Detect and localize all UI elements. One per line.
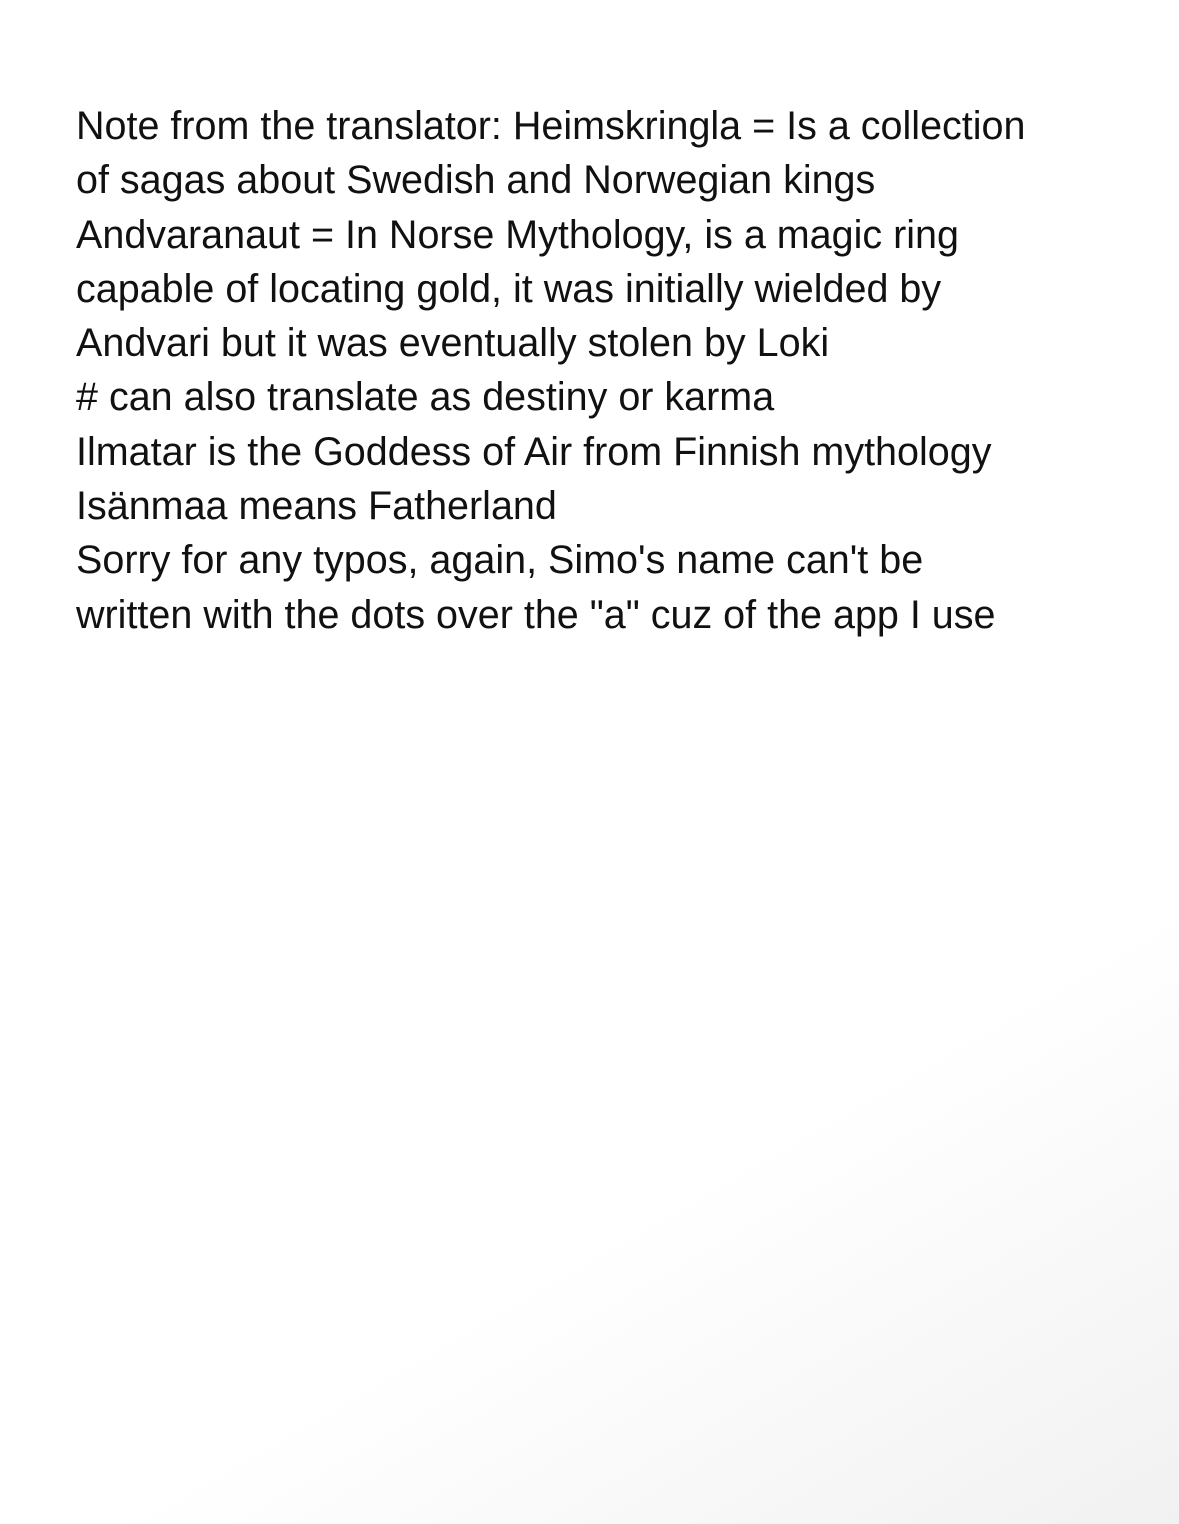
note-line: Ilmatar is the Goddess of Air from Finnish mythology	[76, 429, 992, 474]
note-line: Isänmaa means Fatherland	[76, 484, 557, 529]
note-line: Note from the translator: Heimskringla = Is a collection	[76, 104, 1026, 148]
note-line: # can also translate as destiny or karma	[76, 375, 775, 420]
note-line: Andvari but it was eventually stolen by Loki	[76, 321, 830, 366]
note-line: of sagas about Swedish and Norwegian kings	[76, 158, 876, 203]
translator-note	[76, 99, 1136, 642]
note-line: capable of locating gold, it was initially wielded by	[76, 266, 942, 311]
note-line: Sorry for any typos, again, Simo's name can't be	[76, 538, 924, 583]
note-line: Andvaranaut = In Norse Mythology, is a magic ring	[76, 212, 959, 257]
note-line: written with the dots over the "a" cuz of the app I use	[76, 592, 996, 637]
